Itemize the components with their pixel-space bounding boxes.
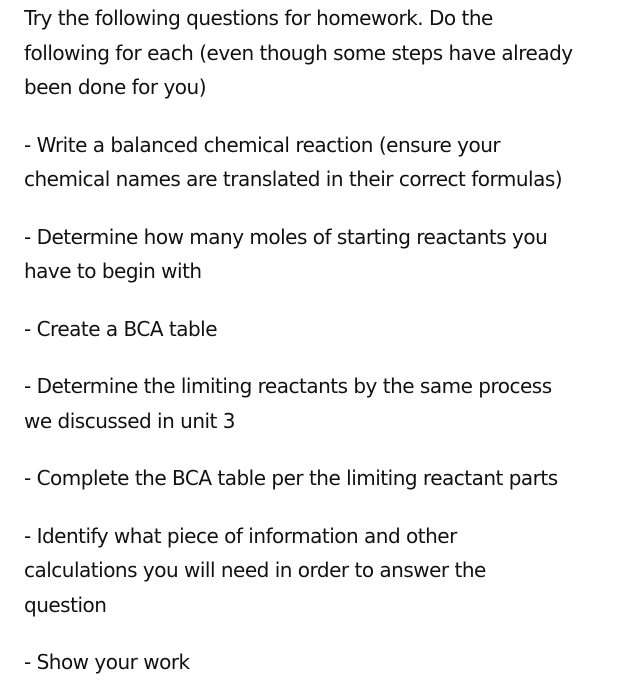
step-complete-bca-table: - Complete the BCA table per the limiting reactant parts bbox=[24, 466, 558, 490]
step-balanced-reaction: - Write a balanced chemical reaction (ensure your chemical names are translated in their correct formulas) bbox=[24, 132, 563, 191]
step-identify-information: - Identify what piece of information and other calculations you will need in order to answer the question bbox=[24, 523, 486, 617]
step-limiting-reactants: - Determine the limiting reactants by the same process we discussed in unit 3 bbox=[24, 374, 552, 433]
step-show-work: - Show your work bbox=[24, 650, 190, 674]
step-determine-moles: - Determine how many moles of starting reactants you have to begin with bbox=[24, 224, 548, 283]
intro-paragraph: Try the following questions for homework. Do the following for each (even though some steps have already been done for you) bbox=[24, 6, 573, 99]
homework-instructions bbox=[24, 0, 610, 680]
step-create-bca-table: - Create a BCA table bbox=[24, 316, 218, 341]
